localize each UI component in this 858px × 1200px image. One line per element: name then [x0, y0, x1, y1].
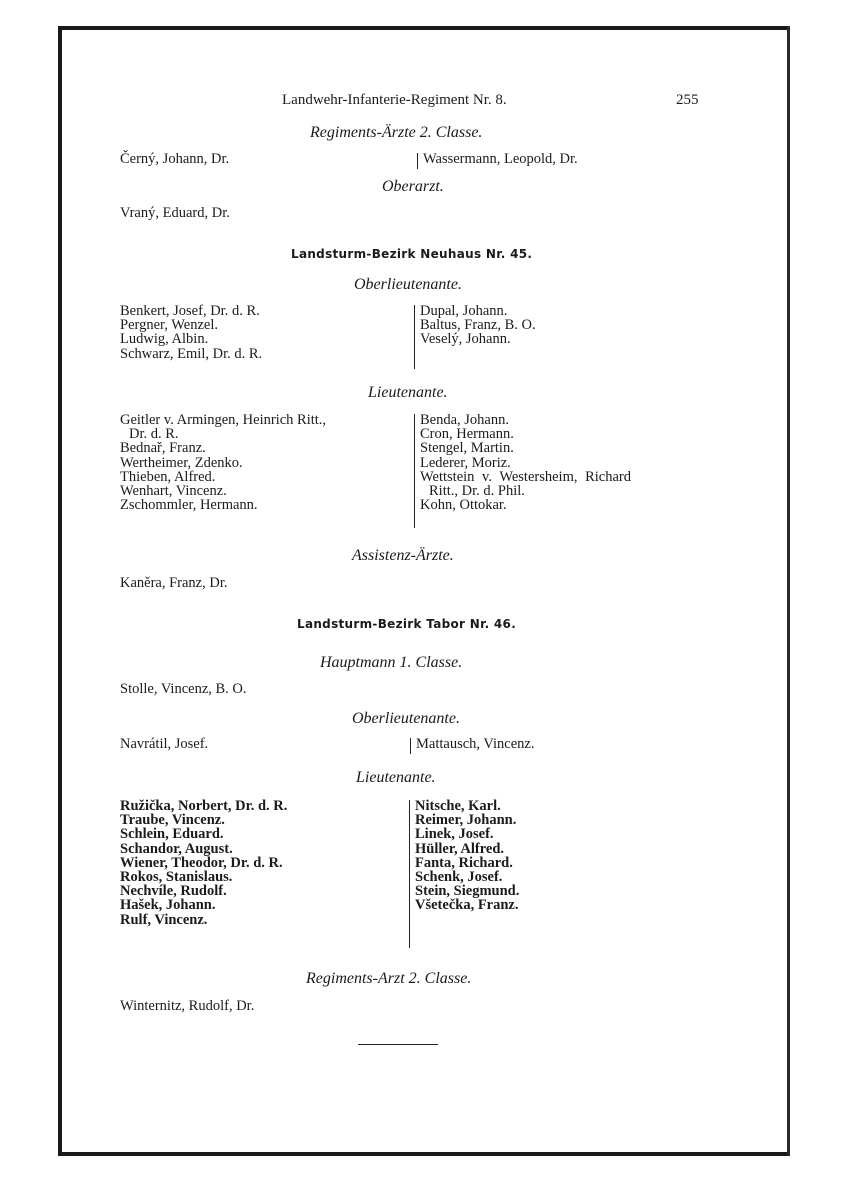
section-heading: Lieutenante. [356, 769, 436, 786]
list-item: Wiener, Theodor, Dr. d. R. [120, 854, 283, 871]
list-item: Wenhart, Vincenz. [120, 483, 227, 500]
section-heading: Regiments-Ärzte 2. Classe. [310, 124, 483, 141]
list-item: Bednař, Franz. [120, 440, 206, 457]
district-heading: Landsturm-Bezirk Neuhaus Nr. 45. [291, 247, 533, 261]
list-item: Stein, Siegmund. [415, 883, 520, 900]
list-item: Rokos, Stanislaus. [120, 869, 233, 886]
section-heading: Oberarzt. [382, 178, 444, 195]
list-item: Schenk, Josef. [415, 869, 503, 886]
section-heading: Assistenz-Ärzte. [352, 547, 454, 564]
list-item: Wettstein v. Westersheim, Richard [420, 468, 632, 485]
list-item: Černý, Johann, Dr. [120, 151, 230, 167]
list-item: Wertheimer, Zdenko. [120, 454, 243, 471]
section-heading: Oberlieutenante. [352, 710, 460, 727]
list-item: Ludwig, Albin. [120, 331, 209, 348]
list-item: Dupal, Johann. [420, 303, 508, 319]
list-item: Fanta, Richard. [415, 854, 513, 871]
list-item: Navrátil, Josef. [120, 736, 209, 752]
page-border-top [58, 26, 790, 30]
list-item: Pergner, Wenzel. [120, 317, 218, 334]
column-divider [414, 414, 415, 528]
left-column [120, 799, 287, 927]
list-item: Benda, Johann. [420, 412, 509, 428]
list-item: Veselý, Johann. [420, 331, 511, 348]
page-number: 255 [676, 92, 699, 108]
list-item: Zschommler, Hermann. [120, 497, 258, 514]
section-heading: Regiments-Arzt 2. Classe. [306, 970, 472, 987]
list-item: Mattausch, Vincenz. [416, 736, 535, 752]
right-column [420, 304, 536, 347]
list-item: Baltus, Franz, B. O. [420, 317, 536, 334]
section-heading: Hauptmann 1. Classe. [320, 654, 463, 671]
list-item: Schandor, August. [120, 840, 233, 857]
list-item: Thieben, Alfred. [120, 468, 216, 485]
list-item: Linek, Josef. [415, 826, 494, 843]
list-item: Vraný, Eduard, Dr. [120, 205, 230, 221]
list-item: Kaněra, Franz, Dr. [120, 575, 228, 591]
column-divider [414, 305, 415, 369]
list-item: Stolle, Vincenz, B. O. [120, 681, 247, 697]
list-item: Geitler v. Armingen, Heinrich Ritt., [120, 412, 327, 428]
list-item: Benkert, Josef, Dr. d. R. [120, 303, 260, 319]
column-divider [417, 153, 418, 169]
list-item: Ružička, Norbert, Dr. d. R. [120, 798, 288, 814]
list-item: Schlein, Eduard. [120, 826, 224, 843]
section-heading: Oberlieutenante. [354, 276, 462, 293]
list-item: Hüller, Alfred. [415, 840, 505, 857]
page-border-right [787, 26, 790, 1156]
list-item: Reimer, Johann. [415, 812, 517, 829]
list-item: Lederer, Moriz. [420, 454, 511, 471]
right-column [415, 799, 519, 913]
district-heading: Landsturm-Bezirk Tabor Nr. 46. [297, 617, 517, 631]
left-column [120, 413, 326, 512]
left-column [120, 304, 262, 361]
closing-rule [358, 1044, 438, 1045]
column-divider [410, 738, 411, 754]
list-item: Všetečka, Franz. [415, 897, 519, 914]
list-item: Rulf, Vincenz. [120, 911, 208, 928]
list-item: Kohn, Ottokar. [420, 497, 507, 514]
running-header: Landwehr-Infanterie-Regiment Nr. 8. [282, 92, 507, 108]
list-item: Stengel, Martin. [420, 440, 514, 457]
list-item: Ritt., Dr. d. Phil. [429, 483, 525, 500]
right-column [420, 413, 631, 512]
list-item: Schwarz, Emil, Dr. d. R. [120, 345, 263, 362]
list-item: Nechvíle, Rudolf. [120, 883, 227, 900]
list-item: Winternitz, Rudolf, Dr. [120, 998, 255, 1014]
section-heading: Lieutenante. [368, 384, 448, 401]
list-item: Wassermann, Leopold, Dr. [423, 151, 578, 167]
list-item: Hašek, Johann. [120, 897, 216, 914]
list-item: Dr. d. R. [129, 426, 179, 443]
list-item: Cron, Hermann. [420, 426, 514, 443]
page-border-left [58, 26, 62, 1156]
list-item: Traube, Vincenz. [120, 812, 225, 829]
column-divider [409, 800, 410, 948]
list-item: Nitsche, Karl. [415, 798, 501, 814]
page-border-bottom [58, 1152, 790, 1156]
